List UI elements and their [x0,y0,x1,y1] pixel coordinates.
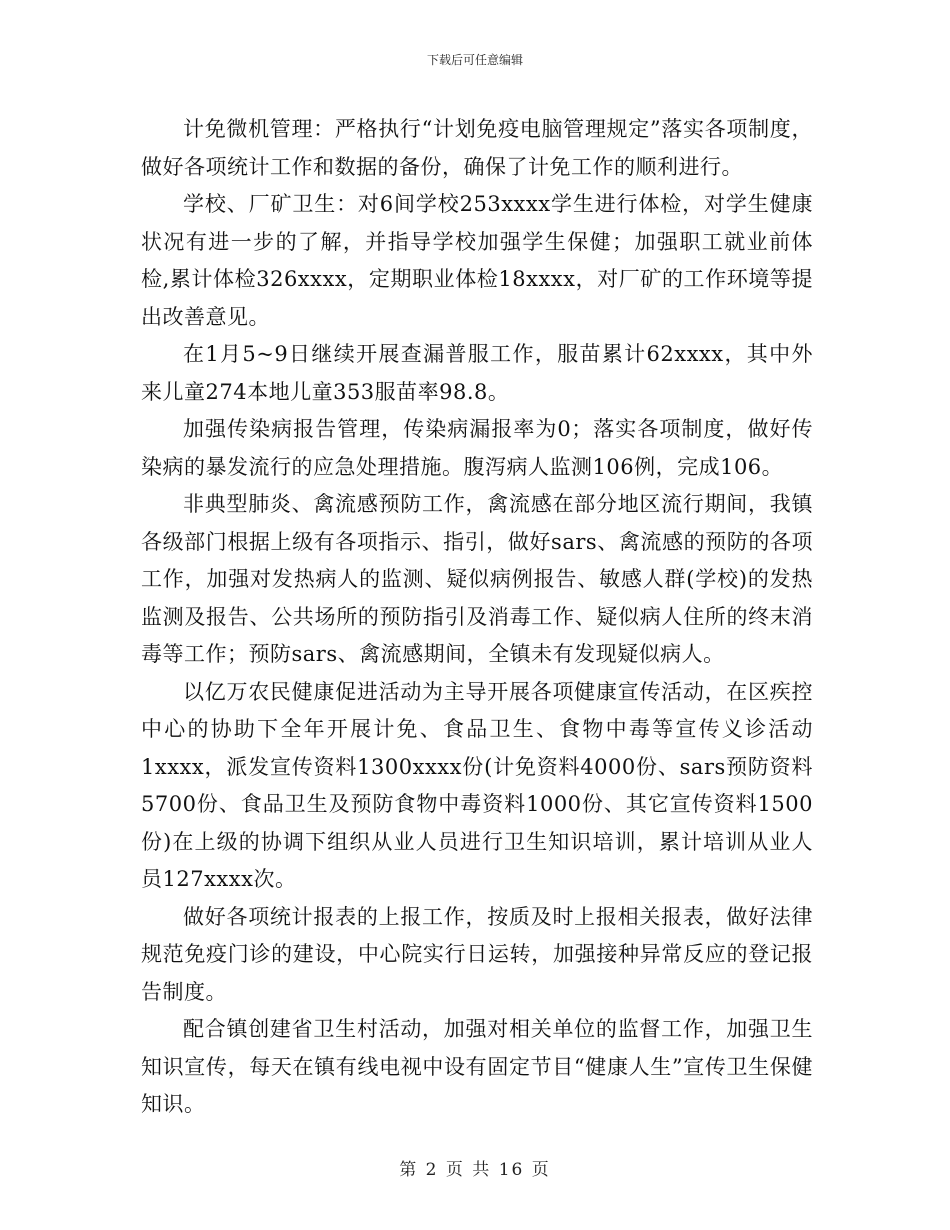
paragraph-sars-avian-flu: 非典型肺炎、禽流感预防工作，禽流感在部分地区流行期间，我镇各级部门根据上级有各项指示、指引，做好sars、禽流感的预防的各项工作，加强对发热病人的监测、疑似病例报告、敏感人群(学校)的发热监测及报告、公共场所的预防指引及消毒工作、疑似病人住所的终末消毒等工作；预防sars、禽流感期间，全镇未有发现疑似病人。 [141,492,813,666]
page-header: 下载后可任意编辑 [426,53,523,67]
paragraph-statistics-reporting: 做好各项统计报表的上报工作，按质及时上报相关报表，做好法律规范免疫门诊的建设，中心院实行日运转，加强接种异常反应的登记报告制度。 [141,904,813,1004]
paragraph-health-promotion: 以亿万农民健康促进活动为主导开展各项健康宣传活动，在区疾控中心的协助下全年开展计免、食品卫生、食物中毒等宣传义诊活动1xxxx，派发宣传资料1300xxxx份(计免资料4000份、sars预防资料5700份、食品卫生及预防食物中毒资料1000份、其它宣传资料1500份)在上级的协调下组织从业人员进行卫生知识培训，累计培训从业人员127xxxx次。 [141,679,813,891]
paragraph-vaccine-campaign: 在1月5~9日继续开展查漏普服工作，服苗累计62xxxx，其中外来儿童274本地儿童353服苗率98.8。 [141,342,813,404]
document-body [141,111,813,1124]
paragraph-computer-management: 计免微机管理：严格执行“计划免疫电脑管理规定”落实各项制度，做好各项统计工作和数据的备份，确保了计免工作的顺利进行。 [141,117,813,179]
paragraph-school-factory-health: 学校、厂矿卫生：对6间学校253xxxx学生进行体检，对学生健康状况有进一步的了解，并指导学校加强学生保健；加强职工就业前体检,累计体检326xxxx，定期职业体检18xxxx，对厂矿的工作环境等提出改善意见。 [141,192,813,329]
paragraph-infectious-disease: 加强传染病报告管理，传染病漏报率为0；落实各项制度，做好传染病的暴发流行的应急处理措施。腹泻病人监测106例，完成106。 [141,417,813,479]
page-number: 第 2 页 共 16 页 [399,1160,551,1180]
paragraph-sanitary-village: 配合镇创建省卫生村活动，加强对相关单位的监督工作，加强卫生知识宣传，每天在镇有线电视中设有固定节目“健康人生”宣传卫生保健知识。 [141,1017,813,1116]
